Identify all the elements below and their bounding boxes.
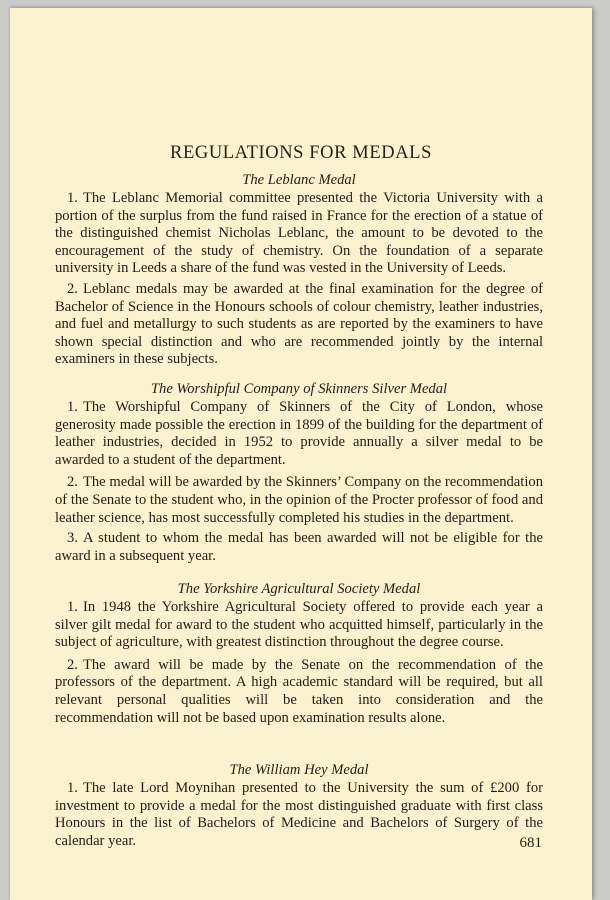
page-title: REGULATIONS FOR MEDALS [170,143,432,163]
paragraph-text: The Leblanc Memorial committee presented the Victoria University with a portion of the surplus from the fund raised in France for the erection of a statue of the distinguished chemist Nicholas Leblanc, the amount to be devoted to the encouragement of the study of chemistry. On the foundation of a separate university in Leeds a share of the fund was vested in the University of Leeds. [55,190,543,277]
paragraph-number: 2. [67,280,78,297]
paragraph [55,281,543,369]
section-heading: The Yorkshire Agricultural Society Medal [177,581,421,597]
paragraph [55,530,543,565]
paragraph [55,657,543,727]
document-page [10,8,592,900]
paragraph-number: 1. [67,599,78,615]
paragraph-text: The medal will be awarded by the Skinners’ Company on the recommendation of the Senate to the student who, in the opinion of the Procter professor of food and leather science, has most successfully completed his studies in the department. [55,474,543,526]
section-heading: The Leblanc Medal [242,172,356,188]
section-william-hey-medal [55,760,543,850]
section-heading: The Worshipful Company of Skinners Silver Medal [150,381,448,397]
paragraph-text: In 1948 the Yorkshire Agricultural Society offered to provide each year a silver gilt medal for award to the student who acquitted himself, particularly in the subject of agriculture, with greatest distinction throughout the degree course. [55,599,543,651]
paragraph-text: Leblanc medals may be awarded at the final examination for the degree of Bachelor of Science in the Honours schools of colour chemistry, leather industries, and fuel and metallurgy to such students as are reported by the examiners to have shown special distinction and who are recommended jointly by the internal examiners in these subjects. [55,280,543,368]
paragraph-text: The award will be made by the Senate on the recommendation of the professors of the department. A high academic standard will be required, but all relevant personal qualities will be taken into consideration and the recommendation will not be based upon examination results alone. [55,656,543,726]
paragraph-number: 1. [67,190,78,206]
section-skinners-silver-medal [55,379,543,565]
paragraph [55,190,543,278]
paragraph-text: The late Lord Moynihan presented to the University the sum of £200 for investment to provide a medal for the most distinguished graduate with first class Honours in the list of Bachelors of Medicine and Bachelors of Surgery of the calendar year. [55,780,543,849]
section-yorkshire-agricultural-society-medal [55,579,543,727]
paragraph [55,599,543,652]
paragraph-number: 2. [67,474,78,491]
paragraph-text: A student to whom the medal has been awarded will not be eligible for the award in a subsequent year. [55,530,543,564]
paragraph-number: 1. [67,399,78,415]
paragraph [55,399,543,469]
section-leblanc-medal [55,170,543,369]
paragraph [55,780,543,850]
paragraph-text: The Worshipful Company of Skinners of the City of London, whose generosity made possible the erection in 1899 of the building for the department of leather industries, decided in 1952 to provide annually a silver medal to be awarded to a student of the department. [55,399,543,468]
section-heading: The William Hey Medal [229,762,369,778]
paragraph-number: 2. [67,656,78,673]
paragraph-number: 1. [67,780,78,796]
page-number: 681 [519,835,542,851]
paragraph-number: 3. [67,530,78,547]
paragraph [55,474,543,527]
